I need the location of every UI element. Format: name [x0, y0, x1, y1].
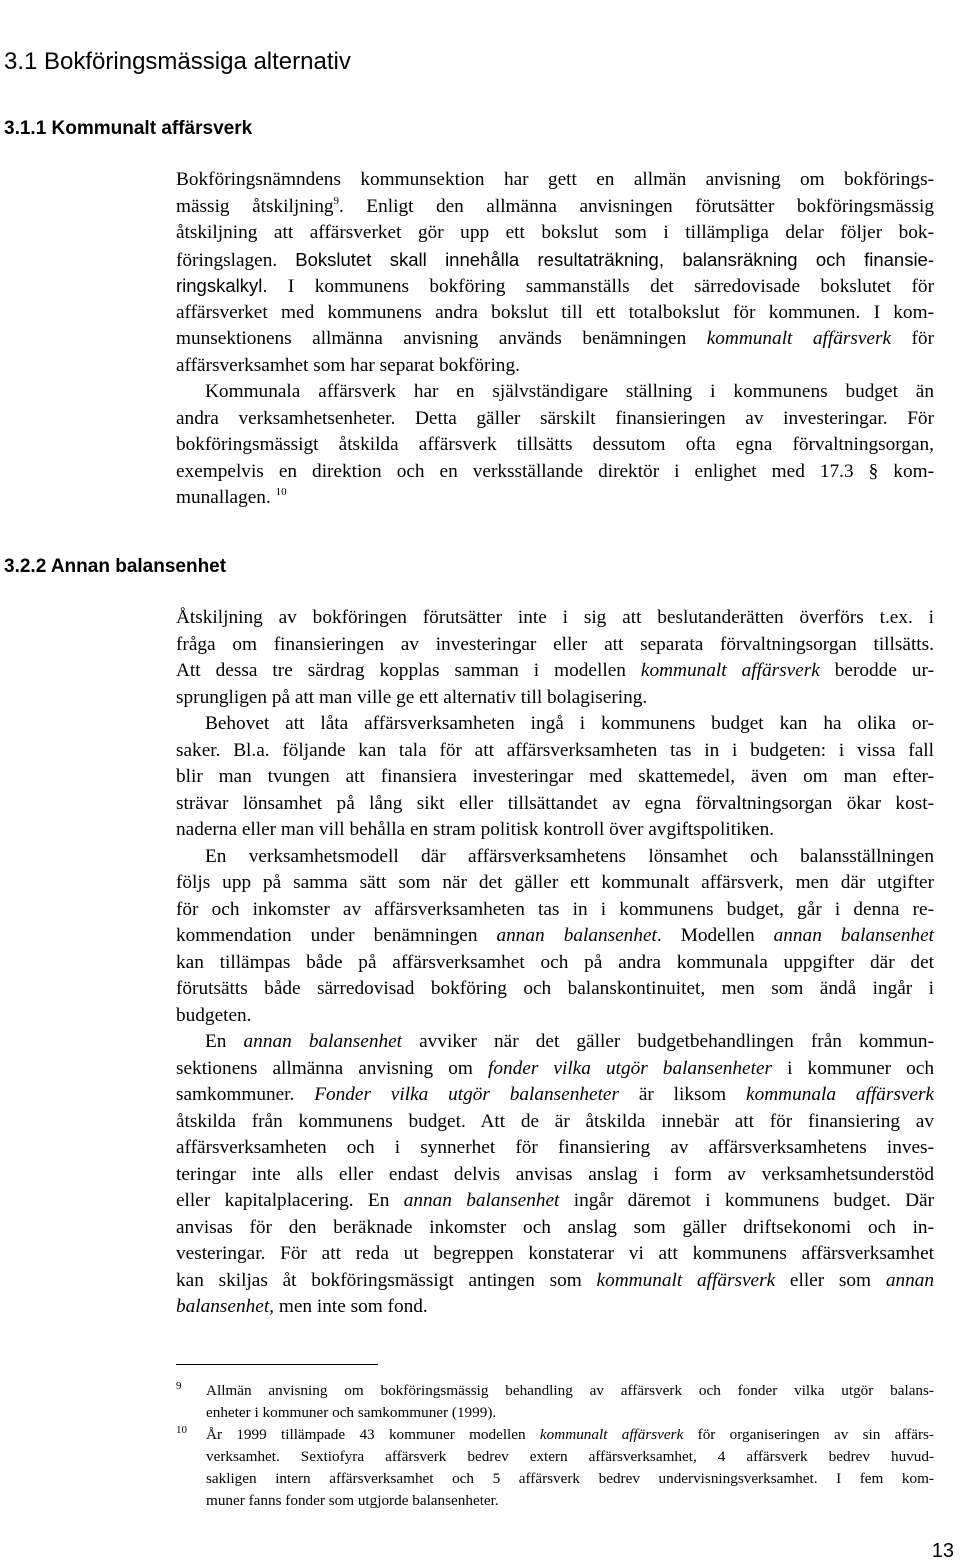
heading-section-3-1: 3.1 Bokföringsmässiga alternativ	[4, 48, 351, 75]
text-line: eller kapitalplacering. En annan balansenhet ingår däremot i kommunens budget. Där	[176, 1190, 935, 1211]
text-line: exempelvis en direktion och en verksställande direktör i enlighet med 17.3 § kom-	[176, 460, 934, 482]
page-number: 13	[931, 1540, 954, 1562]
footnote-number: 10	[176, 1424, 187, 1436]
footnote-divider	[176, 1364, 378, 1365]
text-line: Behovet att låta affärsverksamheten ingå i kommunens budget kan ha olika or-	[205, 713, 934, 734]
footnote-line: enheter i kommuner och samkommuner (1999).	[206, 1404, 497, 1421]
footnote-10	[176, 1424, 934, 1512]
heading-section-3-1-1: 3.1.1 Kommunalt affärsverk	[4, 118, 253, 139]
footnote-line: År 1999 tillämpade 43 kommuner modellen kommunalt affärsverk för organiseringen av sin affärs-	[206, 1426, 934, 1443]
text-line: vesteringar. För att reda ut begreppen konstaterar vi att kommunens affärsverksamhet	[176, 1243, 934, 1264]
footnote-line: muner fanns fonder som utgjorde balansenheter.	[206, 1492, 499, 1509]
text-line: naderna eller man vill behålla en stram politisk kontroll över avgiftspolitiken.	[176, 819, 775, 840]
text-line: kommendation under benämningen annan balansenhet. Modellen annan balansenhet	[176, 925, 935, 946]
section-annan-balansenhet	[176, 605, 934, 1321]
text-line: affärsverket med kommunens andra bokslut till ett totalbokslut för kommunen. I kom-	[176, 301, 934, 323]
footnote-ref-10: 10	[275, 486, 287, 498]
footnote-line: verksamhet. Sextiofyra affärsverk bedrev extern affärsverksamhet, 4 affärsverk bedrev huvud-	[206, 1448, 934, 1465]
text-line: kan skiljas åt bokföringsmässigt antingen som kommunalt affärsverk eller som annan	[176, 1269, 935, 1291]
text-line: förutsätts både särredovisad bokföring och balanskontinuitet, men som ändå ingår i	[176, 978, 934, 999]
text-line: Kommunala affärsverk har en självständigare ställning i kommunens budget än	[205, 381, 934, 402]
text-line: åtskilda från kommunens budget. Att de är åtskilda innebär att för finansiering av	[176, 1110, 934, 1132]
text-line: teringar inte alls eller endast delvis anvisas anslag i form av verksamhetsunderstöd	[176, 1163, 934, 1185]
text-line: strävar lönsamhet på lång sikt eller tillsättandet av egna förvaltningsorgan ökar kost-	[176, 792, 934, 814]
text-line: blir man tvungen att finansiera investeringar med skattemedel, även om man efter-	[176, 766, 934, 787]
text-line: föringslagen. Bokslutet skall innehålla resultaträkning, balansräkning och finansie-	[176, 248, 934, 271]
text-line: mässig åtskiljning$^9$. Enligt den allmänna anvisningen förutsätter bokföringsmässig	[176, 194, 934, 217]
text-line: Åtskiljning av bokföringen förutsätter inte i sig att beslutanderätten överförs t.ex. i	[176, 607, 934, 628]
text-line: saker. Bl.a. följande kan tala för att affärsverksamheten tas in i budgeten: i vissa fall	[176, 739, 934, 761]
text-line: affärsverksamhet som har separat bokföring.	[176, 354, 520, 376]
text-line: Att dessa tre särdrag kopplas samman i modellen kommunalt affärsverk berodde ur-	[176, 660, 934, 681]
footnote-number: 9	[176, 1380, 182, 1392]
text-line: budgeten.	[176, 1004, 252, 1026]
text-line: En annan balansenhet avviker när det gäller budgetbehandlingen från kommun-	[205, 1031, 934, 1052]
text-line: kan tillämpas både på affärsverksamhet och på andra kommunala uppgifter där det	[176, 951, 934, 973]
text-line: ringskalkyl. I kommunens bokföring sammanställs det särredovisade bokslutet för	[176, 275, 934, 297]
text-line: andra verksamhetsenheter. Detta gäller särskilt finansieringen av investeringar. För	[176, 407, 934, 429]
text-line: En verksamhetsmodell där affärsverksamhetens lönsamhet och balansställningen	[205, 845, 934, 867]
text-line: sektionens allmänna anvisning om fonder vilka utgör balansenheter i kommuner och	[176, 1057, 934, 1079]
text-line: fråga om finansieringen av investeringar eller att separata förvaltningsorgan tillsätts.	[176, 633, 934, 655]
text-line: affärsverksamheten och i synnerhet för finansiering av affärsverksamhetens inves-	[176, 1137, 934, 1158]
text-line: balansenhet, men inte som fond.	[176, 1296, 428, 1317]
text-line: sprungligen på att man ville ge ett alternativ till bolagisering.	[176, 686, 648, 708]
footnote-line: Allmän anvisning om bokföringsmässig behandling av affärsverk och fonder vilka utgör balans-	[206, 1382, 934, 1399]
text-line: munallagen. $^{10}$	[176, 486, 287, 508]
text-line: Bokföringsnämndens kommunsektion har gett en allmän anvisning om bokförings-	[176, 169, 934, 190]
footnote-line: sakligen intern affärsverksamhet och 5 affärsverk bedrev undervisningsverksamhet. I fem kom-	[206, 1470, 934, 1487]
text-line: munsektionens allmänna anvisning används benämningen kommunalt affärsverk för	[176, 328, 934, 349]
text-line: åtskiljning att affärsverket gör upp ett bokslut som i tillämpliga delar följer bok-	[176, 222, 934, 243]
text-line: samkommuner. Fonder vilka utgör balansenheter är liksom kommunala affärsverk	[176, 1084, 935, 1105]
section-kommunalt-affarsverk	[176, 167, 934, 512]
text-line: bokföringsmässigt åtskilda affärsverk tillsätts dessutom ofta egna förvaltningsorgan,	[176, 434, 934, 455]
text-line: för och inkomster av affärsverksamheten tas in i kommunens budget, går i denna re-	[176, 898, 934, 920]
footnote-9	[176, 1380, 934, 1424]
footnote-ref-9: 9	[333, 194, 339, 207]
text-line: följs upp på samma sätt som när det gäller ett kommunalt affärsverk, men där utgifter	[176, 872, 934, 893]
heading-section-3-2-2: 3.2.2 Annan balansenhet	[4, 556, 227, 577]
text-line: anvisas för den beräknade inkomster och anslag som gäller driftsekonomi och in-	[176, 1216, 934, 1238]
